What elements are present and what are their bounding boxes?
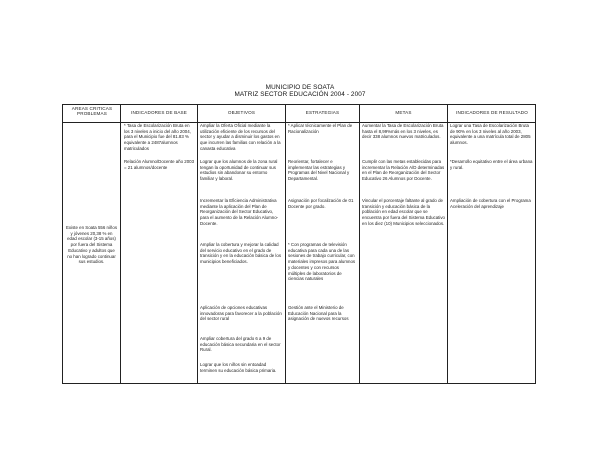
header-indicadores-base: INDICADORES DE BASE (131, 110, 187, 115)
column-divider (120, 105, 121, 383)
objetivo-item: Lograr que los alumnos de la zona rural tengan la oportunidad de continuar sus estudios sin abandonar su entorno familiar y laboral. (200, 159, 278, 182)
header-areas-criticas: AREAS CRITICAS PROBLEMAS (71, 106, 113, 117)
meta-item: Aumentar la Tasa de Escolarización Bruta hasta el 8,99%más en los 3 niveles, es decir 338 alumnos nuevos matriculados. (362, 123, 444, 140)
indicador-base-item: * Tasa de Escolarización Bruta en los 3 niveles a inicio del año 2004, para el Municipio fue del 81.83 % equivalente a 2487alumnos matriculados (124, 123, 191, 151)
header-objetivos: OBJETIVOS (227, 110, 256, 115)
indicador-resultado-item: *Desarrollo equitativo entre el área urbana y rural. (450, 159, 533, 170)
objetivo-item: Incrementar la Eficiencia Administrativa mediante la aplicación del Plan de Reorganización del Sector Educativo, para el aumento de la Relación Alumno-Docente. (200, 198, 279, 226)
estrategia-item: * Aplicar técnicamente el Plan de Racionalización (288, 123, 353, 134)
header-indicadores-resultado: INDICADORES DE RESULTADO (456, 110, 528, 115)
meta-item: Vincular el porcentaje faltante al grado de transición y educación básica de la población en edad escolar que se encuentra por fuera del Sistema Educativo en los diez (10) Municipios seleccionados. (362, 198, 445, 226)
header-estrategias: ESTRATEGIAS (305, 110, 340, 115)
estrategia-item: * Con programas de televisión educativa para cada una de las sesiones de trabajo curricular, con materiales impresos para alumnos y docentes y con recursos múltiples de laboratorios de ciencias naturales (288, 242, 356, 282)
matrix-table (62, 104, 536, 384)
column-divider (285, 105, 286, 383)
objetivo-item: Ampliar la cobertura y mejorar la calidad del servicio educativo en el grado de transición y en la educación básica de los municipios beneficiados. (200, 242, 282, 265)
indicador-resultado-item: Lograr una Tasa de Escolarización Bruta de 90% en los 3 niveles al año 2003, equivalente a una matrícula total de 2805 alumnos. (450, 123, 531, 146)
column-divider (359, 105, 360, 383)
header-metas: METAS (395, 110, 412, 115)
column-divider (197, 105, 198, 383)
meta-item: Cumplir con las metas establecidas para incrementar la Relación A/D determinadas en el Plan de Reorganización del Sector Educativo 26 Alumnos por Docente. (362, 159, 445, 182)
indicador-base-item: Relación Alumno/Docente año 2003 = 21 alumnos/docente (124, 159, 195, 170)
column-divider (447, 105, 448, 383)
indicador-resultado-item: Ampliación de cobertura con el Programa Aceleración del aprendizaje (450, 198, 531, 209)
area-critica-cell: Existe en Soata 556 niños y jóvenes 20,38 % en edad escolar (3-15 años) por fuera del Sistema Educativo y adultos que no han logrado continuar sus estudios. (66, 225, 118, 265)
document-subtitle: MATRIZ SECTOR EDUCACIÓN 2004 - 2007 (234, 91, 366, 98)
estrategia-item: Reorientar, fortalecer e implementar las estrategias y Programas del Nivel Nacional y Departamental. (288, 159, 350, 182)
objetivo-item: Aplicación de opciones educativas innovadoras para favorecer a la población del sector rural (200, 305, 282, 322)
estrategia-item: Asignación por focalización de 01 Docente por grado. (288, 198, 354, 209)
objetivo-item: Ampliar cobertura del grado 6 a 9 de educación básica secundaria en el sector Rural. (200, 336, 281, 353)
objetivo-item: Ampliar la Oferta Oficial mediante la utilización eficiente de los recursos del sector y ayudar a disminuir los gastos en que incurren las familias con relación a la canasta educativa (200, 123, 281, 151)
document-title: MUNICIPIO DE SOATA (265, 84, 335, 91)
estrategia-item: Gestión ante el Ministerio de Educación Nacional para la asignación de nuevos recursos (288, 305, 349, 322)
objetivo-item: Lograr que los niños sin entoadad terminen su educación básica primaria. (200, 362, 277, 373)
